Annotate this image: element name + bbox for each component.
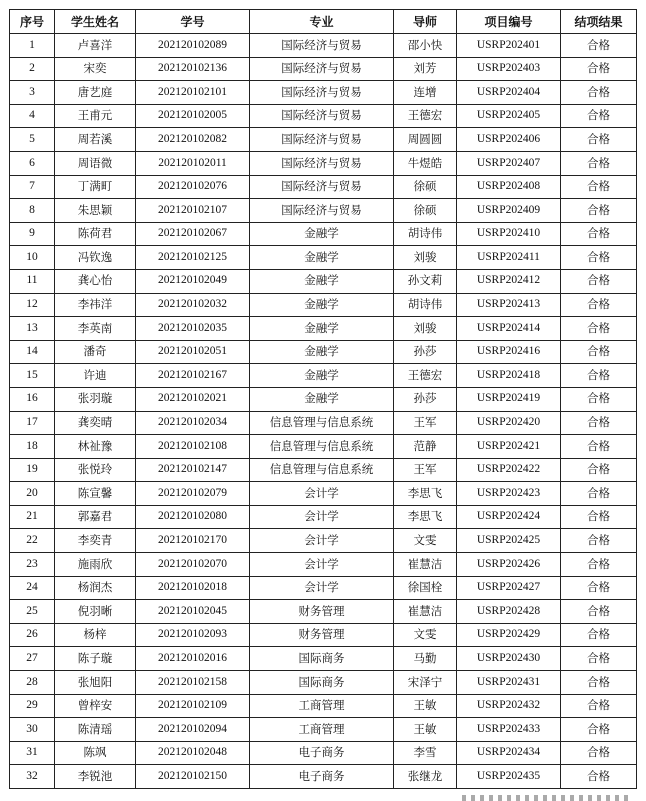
cell-result: 合格: [561, 765, 637, 789]
cell-student-name: 林祉豫: [55, 435, 136, 459]
cell-student-id: 202120102048: [136, 741, 250, 765]
cell-project-id: USRP202405: [457, 104, 561, 128]
header-project-id: 项目编号: [457, 10, 561, 34]
cell-result: 合格: [561, 269, 637, 293]
cell-no: 15: [10, 364, 55, 388]
cell-result: 合格: [561, 128, 637, 152]
cell-student-name: 陈荷君: [55, 222, 136, 246]
cell-project-id: USRP202409: [457, 199, 561, 223]
cell-project-id: USRP202408: [457, 175, 561, 199]
cell-project-id: USRP202431: [457, 671, 561, 695]
cell-student-id: 202120102167: [136, 364, 250, 388]
cell-student-name: 李英南: [55, 317, 136, 341]
cell-result: 合格: [561, 387, 637, 411]
cell-project-id: USRP202414: [457, 317, 561, 341]
cell-no: 8: [10, 199, 55, 223]
cell-no: 19: [10, 458, 55, 482]
cell-student-id: 202120102045: [136, 600, 250, 624]
cell-project-id: USRP202433: [457, 718, 561, 742]
cell-student-name: 潘奇: [55, 340, 136, 364]
cell-project-id: USRP202406: [457, 128, 561, 152]
cell-student-id: 202120102011: [136, 151, 250, 175]
cell-tutor: 王德宏: [394, 104, 457, 128]
cell-project-id: USRP202429: [457, 623, 561, 647]
cell-result: 合格: [561, 458, 637, 482]
cell-tutor: 邵小快: [394, 34, 457, 58]
table-row: [10, 623, 637, 647]
cell-no: 10: [10, 246, 55, 270]
cell-major: 金融学: [250, 364, 394, 388]
cell-student-id: 202120102094: [136, 718, 250, 742]
cell-result: 合格: [561, 718, 637, 742]
cell-project-id: USRP202424: [457, 505, 561, 529]
cell-result: 合格: [561, 529, 637, 553]
cell-no: 13: [10, 317, 55, 341]
cell-result: 合格: [561, 57, 637, 81]
cell-major: 会计学: [250, 529, 394, 553]
cell-major: 工商管理: [250, 694, 394, 718]
cell-tutor: 刘骏: [394, 317, 457, 341]
cell-project-id: USRP202423: [457, 482, 561, 506]
cell-project-id: USRP202412: [457, 269, 561, 293]
cell-student-name: 唐艺庭: [55, 81, 136, 105]
cell-student-id: 202120102067: [136, 222, 250, 246]
cell-student-id: 202120102034: [136, 411, 250, 435]
cell-result: 合格: [561, 482, 637, 506]
cell-tutor: 牛煜皓: [394, 151, 457, 175]
cell-student-name: 周语微: [55, 151, 136, 175]
cell-no: 22: [10, 529, 55, 553]
cell-student-id: 202120102005: [136, 104, 250, 128]
cell-tutor: 王军: [394, 458, 457, 482]
cell-major: 国际商务: [250, 647, 394, 671]
cell-project-id: USRP202410: [457, 222, 561, 246]
cell-project-id: USRP202404: [457, 81, 561, 105]
project-results-table: [9, 9, 637, 789]
table-row: [10, 576, 637, 600]
cell-tutor: 崔慧洁: [394, 553, 457, 577]
table-row: [10, 293, 637, 317]
cell-result: 合格: [561, 623, 637, 647]
table-row: [10, 600, 637, 624]
cell-tutor: 徐国栓: [394, 576, 457, 600]
cell-student-id: 202120102093: [136, 623, 250, 647]
header-result: 结项结果: [561, 10, 637, 34]
cell-no: 21: [10, 505, 55, 529]
cell-major: 国际经济与贸易: [250, 34, 394, 58]
cell-student-name: 李锐池: [55, 765, 136, 789]
cell-tutor: 范静: [394, 435, 457, 459]
cell-student-id: 202120102032: [136, 293, 250, 317]
cell-major: 国际经济与贸易: [250, 199, 394, 223]
cell-student-id: 202120102079: [136, 482, 250, 506]
header-no: 序号: [10, 10, 55, 34]
cell-major: 会计学: [250, 505, 394, 529]
table-row: [10, 505, 637, 529]
cell-result: 合格: [561, 694, 637, 718]
cell-result: 合格: [561, 741, 637, 765]
cell-student-name: 陈清瑶: [55, 718, 136, 742]
cell-major: 国际商务: [250, 671, 394, 695]
table-row: [10, 222, 637, 246]
cell-student-id: 202120102051: [136, 340, 250, 364]
cell-project-id: USRP202416: [457, 340, 561, 364]
cell-student-name: 冯钦逸: [55, 246, 136, 270]
cell-no: 5: [10, 128, 55, 152]
cell-major: 金融学: [250, 293, 394, 317]
cell-student-id: 202120102076: [136, 175, 250, 199]
table-row: [10, 151, 637, 175]
cell-result: 合格: [561, 435, 637, 459]
cell-student-name: 陈子璇: [55, 647, 136, 671]
table-row: [10, 671, 637, 695]
cell-result: 合格: [561, 317, 637, 341]
cell-tutor: 李思飞: [394, 505, 457, 529]
table-row: [10, 128, 637, 152]
cell-no: 16: [10, 387, 55, 411]
cell-no: 27: [10, 647, 55, 671]
cell-student-name: 龚心怡: [55, 269, 136, 293]
cell-tutor: 徐硕: [394, 199, 457, 223]
table-row: [10, 199, 637, 223]
cell-tutor: 刘芳: [394, 57, 457, 81]
cell-project-id: USRP202430: [457, 647, 561, 671]
cell-result: 合格: [561, 34, 637, 58]
cell-student-id: 202120102035: [136, 317, 250, 341]
cell-tutor: 连增: [394, 81, 457, 105]
cell-result: 合格: [561, 340, 637, 364]
cell-result: 合格: [561, 553, 637, 577]
cell-result: 合格: [561, 647, 637, 671]
cell-no: 25: [10, 600, 55, 624]
table-row: [10, 647, 637, 671]
cell-result: 合格: [561, 671, 637, 695]
cell-result: 合格: [561, 505, 637, 529]
cell-tutor: 崔慧洁: [394, 600, 457, 624]
cell-major: 会计学: [250, 482, 394, 506]
cell-student-id: 202120102170: [136, 529, 250, 553]
cell-student-name: 杨润杰: [55, 576, 136, 600]
cell-no: 24: [10, 576, 55, 600]
cell-student-id: 202120102109: [136, 694, 250, 718]
cell-no: 4: [10, 104, 55, 128]
cell-result: 合格: [561, 81, 637, 105]
cell-no: 31: [10, 741, 55, 765]
cell-student-id: 202120102107: [136, 199, 250, 223]
cell-tutor: 王敏: [394, 694, 457, 718]
cell-major: 信息管理与信息系统: [250, 435, 394, 459]
cell-student-name: 王甫元: [55, 104, 136, 128]
cell-project-id: USRP202428: [457, 600, 561, 624]
cell-major: 金融学: [250, 222, 394, 246]
cell-project-id: USRP202407: [457, 151, 561, 175]
cell-project-id: USRP202427: [457, 576, 561, 600]
table-row: [10, 34, 637, 58]
cell-project-id: USRP202420: [457, 411, 561, 435]
cell-major: 金融学: [250, 387, 394, 411]
cell-result: 合格: [561, 600, 637, 624]
cell-tutor: 宋泽宁: [394, 671, 457, 695]
cell-student-id: 202120102101: [136, 81, 250, 105]
cell-no: 17: [10, 411, 55, 435]
cell-major: 信息管理与信息系统: [250, 458, 394, 482]
table-row: [10, 317, 637, 341]
cell-project-id: USRP202425: [457, 529, 561, 553]
table-row: [10, 269, 637, 293]
cell-project-id: USRP202401: [457, 34, 561, 58]
cell-major: 国际经济与贸易: [250, 57, 394, 81]
cell-student-id: 202120102136: [136, 57, 250, 81]
table-row: [10, 435, 637, 459]
cell-student-id: 202120102049: [136, 269, 250, 293]
cell-tutor: 周圆圆: [394, 128, 457, 152]
cell-no: 12: [10, 293, 55, 317]
header-tutor: 导师: [394, 10, 457, 34]
cropped-footer-text: [462, 795, 632, 801]
cell-student-id: 202120102021: [136, 387, 250, 411]
cell-tutor: 孙莎: [394, 340, 457, 364]
cell-result: 合格: [561, 199, 637, 223]
cell-no: 11: [10, 269, 55, 293]
cell-result: 合格: [561, 151, 637, 175]
cell-tutor: 文雯: [394, 529, 457, 553]
cell-student-name: 陈飒: [55, 741, 136, 765]
cell-major: 金融学: [250, 269, 394, 293]
cell-result: 合格: [561, 364, 637, 388]
cell-result: 合格: [561, 293, 637, 317]
cell-student-id: 202120102082: [136, 128, 250, 152]
cell-student-name: 施雨欣: [55, 553, 136, 577]
table-row: [10, 340, 637, 364]
cell-project-id: USRP202419: [457, 387, 561, 411]
cell-no: 6: [10, 151, 55, 175]
table-row: [10, 364, 637, 388]
table-body: [10, 34, 637, 789]
table-row: [10, 694, 637, 718]
table-row: [10, 529, 637, 553]
cell-major: 财务管理: [250, 600, 394, 624]
cell-tutor: 李雪: [394, 741, 457, 765]
cell-major: 国际经济与贸易: [250, 175, 394, 199]
table-row: [10, 553, 637, 577]
cell-major: 电子商务: [250, 765, 394, 789]
table-row: [10, 458, 637, 482]
cell-major: 金融学: [250, 246, 394, 270]
cell-student-id: 202120102150: [136, 765, 250, 789]
table-row: [10, 246, 637, 270]
cell-project-id: USRP202403: [457, 57, 561, 81]
cell-student-name: 李奕青: [55, 529, 136, 553]
cell-major: 信息管理与信息系统: [250, 411, 394, 435]
cell-no: 32: [10, 765, 55, 789]
cell-student-id: 202120102016: [136, 647, 250, 671]
cell-result: 合格: [561, 576, 637, 600]
cell-major: 国际经济与贸易: [250, 81, 394, 105]
table-row: [10, 175, 637, 199]
cell-no: 2: [10, 57, 55, 81]
cell-student-name: 周若溪: [55, 128, 136, 152]
cell-no: 26: [10, 623, 55, 647]
cell-no: 29: [10, 694, 55, 718]
cell-student-name: 倪羽晰: [55, 600, 136, 624]
cell-no: 14: [10, 340, 55, 364]
cell-student-name: 卢喜洋: [55, 34, 136, 58]
cell-no: 9: [10, 222, 55, 246]
cell-no: 18: [10, 435, 55, 459]
cell-result: 合格: [561, 104, 637, 128]
cell-student-name: 李祎洋: [55, 293, 136, 317]
table-row: [10, 57, 637, 81]
cell-major: 工商管理: [250, 718, 394, 742]
cell-tutor: 王德宏: [394, 364, 457, 388]
cell-student-name: 张悦玲: [55, 458, 136, 482]
table-header-row: [10, 10, 637, 34]
cell-tutor: 马勤: [394, 647, 457, 671]
table-row: [10, 741, 637, 765]
table-row: [10, 387, 637, 411]
cell-major: 国际经济与贸易: [250, 151, 394, 175]
table-row: [10, 81, 637, 105]
cell-no: 23: [10, 553, 55, 577]
cell-project-id: USRP202434: [457, 741, 561, 765]
cell-student-name: 张羽璇: [55, 387, 136, 411]
table-row: [10, 765, 637, 789]
header-name: 学生姓名: [55, 10, 136, 34]
cell-tutor: 刘骏: [394, 246, 457, 270]
cell-major: 会计学: [250, 553, 394, 577]
cell-result: 合格: [561, 222, 637, 246]
cell-tutor: 胡诗伟: [394, 222, 457, 246]
cell-project-id: USRP202426: [457, 553, 561, 577]
cell-project-id: USRP202421: [457, 435, 561, 459]
cell-tutor: 李思飞: [394, 482, 457, 506]
cell-no: 20: [10, 482, 55, 506]
cell-student-id: 202120102089: [136, 34, 250, 58]
cell-major: 金融学: [250, 317, 394, 341]
cell-project-id: USRP202413: [457, 293, 561, 317]
header-student-id: 学号: [136, 10, 250, 34]
cell-student-id: 202120102018: [136, 576, 250, 600]
cell-major: 金融学: [250, 340, 394, 364]
cell-project-id: USRP202422: [457, 458, 561, 482]
cell-student-name: 曾梓安: [55, 694, 136, 718]
cell-project-id: USRP202411: [457, 246, 561, 270]
cell-student-name: 龚奕晴: [55, 411, 136, 435]
cell-student-id: 202120102158: [136, 671, 250, 695]
cell-tutor: 张继龙: [394, 765, 457, 789]
cell-student-name: 许迪: [55, 364, 136, 388]
cell-student-id: 202120102125: [136, 246, 250, 270]
cell-major: 财务管理: [250, 623, 394, 647]
cell-major: 国际经济与贸易: [250, 128, 394, 152]
cell-tutor: 孙莎: [394, 387, 457, 411]
cell-student-name: 宋奕: [55, 57, 136, 81]
cell-tutor: 徐硕: [394, 175, 457, 199]
cell-tutor: 王军: [394, 411, 457, 435]
cell-student-name: 张旭阳: [55, 671, 136, 695]
table-row: [10, 482, 637, 506]
table-row: [10, 104, 637, 128]
cell-no: 3: [10, 81, 55, 105]
cell-no: 30: [10, 718, 55, 742]
cell-project-id: USRP202435: [457, 765, 561, 789]
cell-project-id: USRP202432: [457, 694, 561, 718]
cell-student-name: 郭嘉君: [55, 505, 136, 529]
cell-student-name: 杨梓: [55, 623, 136, 647]
cell-major: 国际经济与贸易: [250, 104, 394, 128]
cell-no: 7: [10, 175, 55, 199]
cell-student-name: 陈宣馨: [55, 482, 136, 506]
cell-tutor: 王敏: [394, 718, 457, 742]
cell-student-id: 202120102147: [136, 458, 250, 482]
header-major: 专业: [250, 10, 394, 34]
cell-result: 合格: [561, 175, 637, 199]
cell-tutor: 文雯: [394, 623, 457, 647]
cell-student-name: 丁满町: [55, 175, 136, 199]
cell-student-id: 202120102108: [136, 435, 250, 459]
cell-project-id: USRP202418: [457, 364, 561, 388]
table-row: [10, 718, 637, 742]
cell-tutor: 孙文莉: [394, 269, 457, 293]
cell-student-id: 202120102070: [136, 553, 250, 577]
cell-no: 1: [10, 34, 55, 58]
cell-result: 合格: [561, 246, 637, 270]
cell-student-id: 202120102080: [136, 505, 250, 529]
cell-result: 合格: [561, 411, 637, 435]
cell-tutor: 胡诗伟: [394, 293, 457, 317]
table-row: [10, 411, 637, 435]
cell-student-name: 朱思颖: [55, 199, 136, 223]
cell-major: 会计学: [250, 576, 394, 600]
cell-no: 28: [10, 671, 55, 695]
cell-major: 电子商务: [250, 741, 394, 765]
